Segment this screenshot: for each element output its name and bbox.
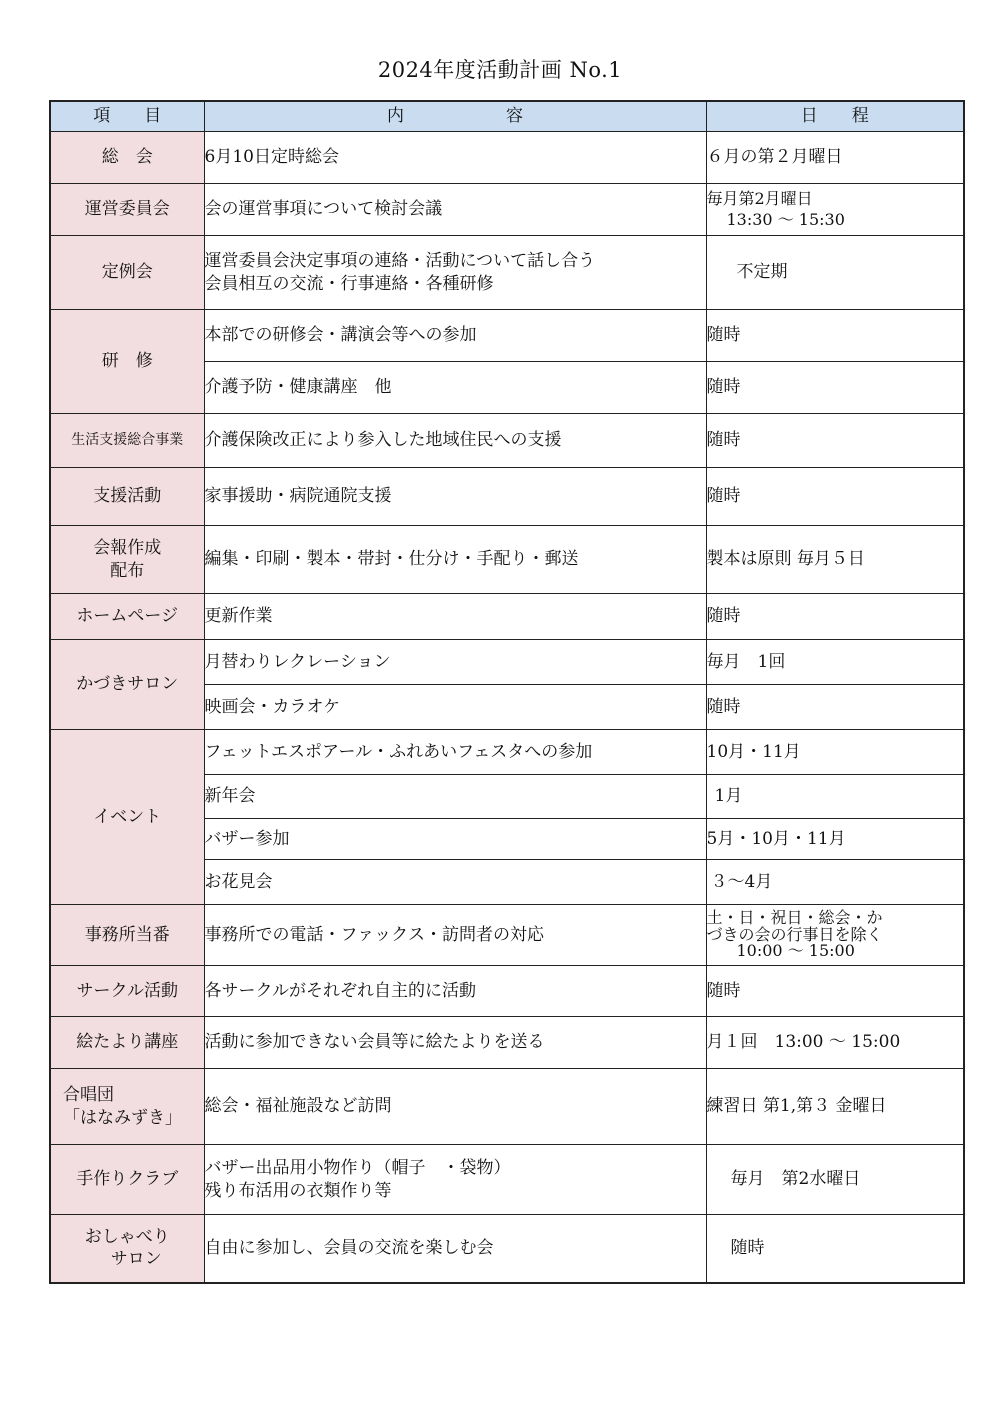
row-item: イベント <box>50 730 204 905</box>
row-item <box>50 1215 204 1283</box>
row-schedule <box>706 236 964 310</box>
row-content: 介護保険改正により参入した地域住民への支援 <box>204 414 706 468</box>
row-item: ホームページ <box>50 594 204 640</box>
schedule-line: 毎月第2月曜日 <box>706 188 813 208</box>
schedule-line: づきの会の行事日を除く <box>706 924 883 944</box>
row-content: 家事援助・病院通院支援 <box>204 468 706 526</box>
row-schedule <box>706 905 964 966</box>
row-content: 本部での研修会・講演会等への参加 <box>204 310 706 362</box>
row-content: 各サークルがそれぞれ自主的に活動 <box>204 966 706 1017</box>
row-item <box>50 526 204 594</box>
row-content: 会の運営事項について検討会議 <box>204 184 706 236</box>
table-row <box>50 184 964 236</box>
table-row <box>50 236 964 310</box>
schedule-line: 不定期 <box>736 262 788 283</box>
activity-plan-table <box>49 100 965 1284</box>
schedule-line: 13:30 ～ 15:30 <box>726 209 845 229</box>
table-row <box>50 1215 964 1283</box>
row-schedule: 随時 <box>706 414 964 468</box>
row-item: かづきサロン <box>50 640 204 730</box>
content-line: 会員相互の交流・行事連絡・各種研修 <box>204 273 494 294</box>
table-row <box>50 468 964 526</box>
table-row <box>50 310 964 362</box>
row-item: 定例会 <box>50 236 204 310</box>
schedule-line: 土・日・祝日・総会・か <box>706 907 883 927</box>
row-schedule: 月１回 13:00 ～ 15:00 <box>706 1017 964 1069</box>
row-content: 介護予防・健康講座 他 <box>204 362 706 414</box>
row-content: 月替わりレクレーション <box>204 640 706 685</box>
row-content: 自由に参加し、会員の交流を楽しむ会 <box>204 1215 706 1283</box>
table-row <box>50 905 964 966</box>
header-item: 項 目 <box>50 101 204 132</box>
row-item: 支援活動 <box>50 468 204 526</box>
row-schedule: 随時 <box>706 966 964 1017</box>
row-content: 活動に参加できない会員等に絵たよりを送る <box>204 1017 706 1069</box>
row-content: 事務所での電話・ファックス・訪問者の対応 <box>204 905 706 966</box>
content-line: バザー出品用小物作り（帽子 ・袋物） <box>204 1158 511 1179</box>
table-row <box>50 1017 964 1069</box>
item-line: 「はなみずき」 <box>63 1107 182 1128</box>
schedule-line: 1月 <box>714 786 743 807</box>
row-item: 手作りクラブ <box>50 1145 204 1215</box>
row-item: 運営委員会 <box>50 184 204 236</box>
row-content <box>204 1145 706 1215</box>
row-schedule: ６月の第２月曜日 <box>706 132 964 184</box>
row-schedule: 5月・10月・11月 <box>706 819 964 860</box>
header-schedule: 日 程 <box>706 101 964 132</box>
row-schedule <box>706 860 964 905</box>
item-line: 合唱団 <box>63 1085 114 1106</box>
row-content: お花見会 <box>204 860 706 905</box>
table-row <box>50 132 964 184</box>
table-header-row <box>50 101 964 132</box>
row-schedule: 10月・11月 <box>706 730 964 775</box>
row-item: 生活支援総合事業 <box>50 414 204 468</box>
row-schedule: 毎月 第2水曜日 <box>706 1145 964 1215</box>
table-row <box>50 1069 964 1145</box>
table-row <box>50 1145 964 1215</box>
table-row <box>50 526 964 594</box>
row-item <box>50 1069 204 1145</box>
table-row <box>50 414 964 468</box>
row-item: 研 修 <box>50 310 204 414</box>
item-line: サロン <box>110 1249 162 1270</box>
row-content: 編集・印刷・製本・帯封・仕分け・手配り・郵送 <box>204 526 706 594</box>
row-content: 新年会 <box>204 775 706 819</box>
schedule-line: ３～4月 <box>710 871 773 892</box>
content-line: 残り布活用の衣類作り等 <box>204 1180 392 1201</box>
table-row <box>50 594 964 640</box>
row-content <box>204 236 706 310</box>
row-content: 総会・福祉施設など訪問 <box>204 1069 706 1145</box>
row-content: バザー参加 <box>204 819 706 860</box>
page-title: 2024年度活動計画 No.1 <box>377 58 623 82</box>
row-item: サークル活動 <box>50 966 204 1017</box>
row-item: 総 会 <box>50 132 204 184</box>
schedule-line: 10:00 ～ 15:00 <box>736 941 855 961</box>
row-schedule: 随時 <box>706 362 964 414</box>
row-schedule: 毎月 1回 <box>706 640 964 685</box>
row-schedule <box>706 184 964 236</box>
table-row <box>50 640 964 685</box>
item-line: 配布 <box>110 560 145 581</box>
table-row <box>50 966 964 1017</box>
item-line: 会報作成 <box>93 538 162 559</box>
row-item: 事務所当番 <box>50 905 204 966</box>
row-schedule: 製本は原則 毎月５日 <box>706 526 964 594</box>
row-item: 絵たより講座 <box>50 1017 204 1069</box>
row-schedule: 随時 <box>706 685 964 730</box>
row-schedule: 随時 <box>706 468 964 526</box>
row-schedule: 練習日 第1,第３ 金曜日 <box>706 1069 964 1145</box>
row-schedule: 随時 <box>706 1215 964 1283</box>
content-line: 運営委員会決定事項の連絡・活動について話し合う <box>204 251 596 272</box>
row-content: 更新作業 <box>204 594 706 640</box>
row-content: 映画会・カラオケ <box>204 685 706 730</box>
header-content: 内 容 <box>204 101 706 132</box>
row-content: フェットエスポアール・ふれあいフェスタへの参加 <box>204 730 706 775</box>
row-content: 6月10日定時総会 <box>204 132 706 184</box>
row-schedule: 随時 <box>706 594 964 640</box>
row-schedule <box>706 775 964 819</box>
item-line: おしゃべり <box>84 1227 170 1248</box>
table-row <box>50 730 964 775</box>
row-schedule: 随時 <box>706 310 964 362</box>
